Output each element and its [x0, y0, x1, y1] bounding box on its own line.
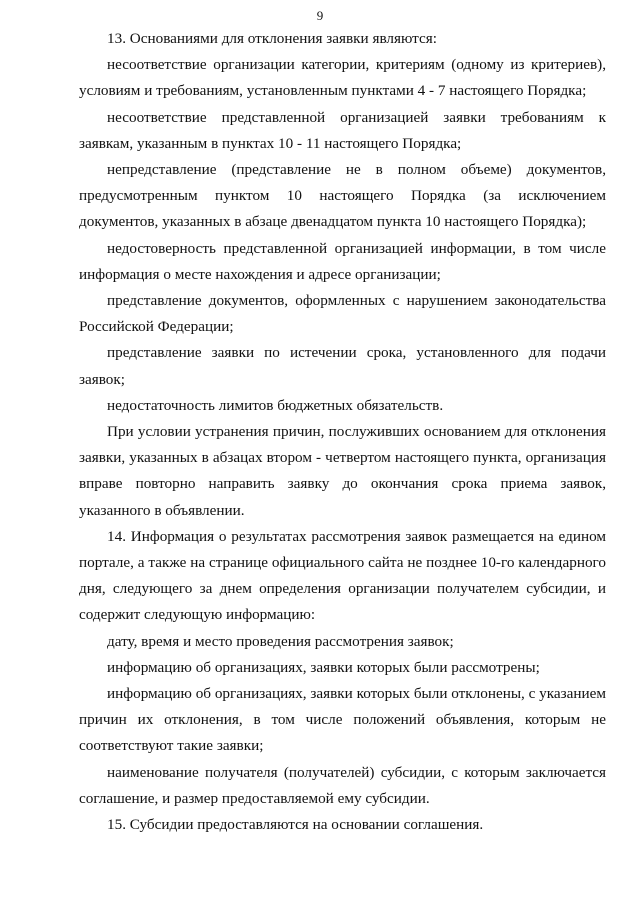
- paragraph-rejection-application-mismatch: несоответствие представленной организацией заявки требованиям к заявкам, указанным в пунктах 10 - 11 настоящего Порядка;: [79, 108, 606, 152]
- paragraph-info-reviewed-organizations: информацию об организациях, заявки которых были рассмотрены;: [107, 658, 540, 676]
- paragraph-rejection-late-submission: представление заявки по истечении срока, установленного для подачи заявок;: [79, 344, 606, 388]
- paragraph-rejection-missing-documents: непредставление (представление не в полном объеме) документов, предусмотренным пунктом 10 настоящего Порядка (за исключением документов, указанных в абзаце двенадцатом пункта 10 настоящего Порядка);: [79, 161, 606, 231]
- document-body: [79, 26, 606, 838]
- paragraph-info-recipient-name: наименование получателя (получателей) субсидии, с которым заключается соглашение, и размер предоставляемой ему субсидии.: [79, 763, 606, 807]
- page-number: 9: [316, 8, 324, 23]
- paragraph-info-rejected-organizations: информацию об организациях, заявки которых были отклонены, с указанием причин их отклонения, в том числе положений объявления, которым не соответствуют такие заявки;: [79, 685, 606, 755]
- paragraph-rejection-budget-limits: недостаточность лимитов бюджетных обязательств.: [107, 396, 444, 414]
- paragraph-info-date-time-place: дату, время и место проведения рассмотрения заявок;: [107, 632, 454, 650]
- paragraph-rejection-grounds-heading: 13. Основаниями для отклонения заявки являются:: [107, 30, 437, 47]
- paragraph-subsidy-agreement: 15. Субсидии предоставляются на основании соглашения.: [107, 816, 484, 834]
- paragraph-rejection-category-mismatch: несоответствие организации категории, критериям (одному из критериев), условиям и требованиям, установленным пунктами 4 - 7 настоящего Порядка;: [79, 56, 606, 100]
- paragraph-resubmission-condition: При условии устранения причин, послуживших основанием для отклонения заявки, указанных в абзацах втором - четвертом настоящего пункта, организация вправе повторно направить заявку до окончания срока приема заявок, указанного в объявлении.: [79, 423, 606, 519]
- paragraph-rejection-law-violation: представление документов, оформленных с нарушением законодательства Российской Федерации;: [79, 292, 606, 336]
- paragraph-rejection-unreliable-info: недостоверность представленной организацией информации, в том числе информация о месте нахождения и адресе организации;: [79, 239, 606, 283]
- paragraph-results-publication: 14. Информация о результатах рассмотрения заявок размещается на едином портале, а также на странице официального сайта не позднее 10-го календарного дня, следующего за днем определения организации получателем субсидии, и содержит следующую информацию:: [79, 527, 606, 624]
